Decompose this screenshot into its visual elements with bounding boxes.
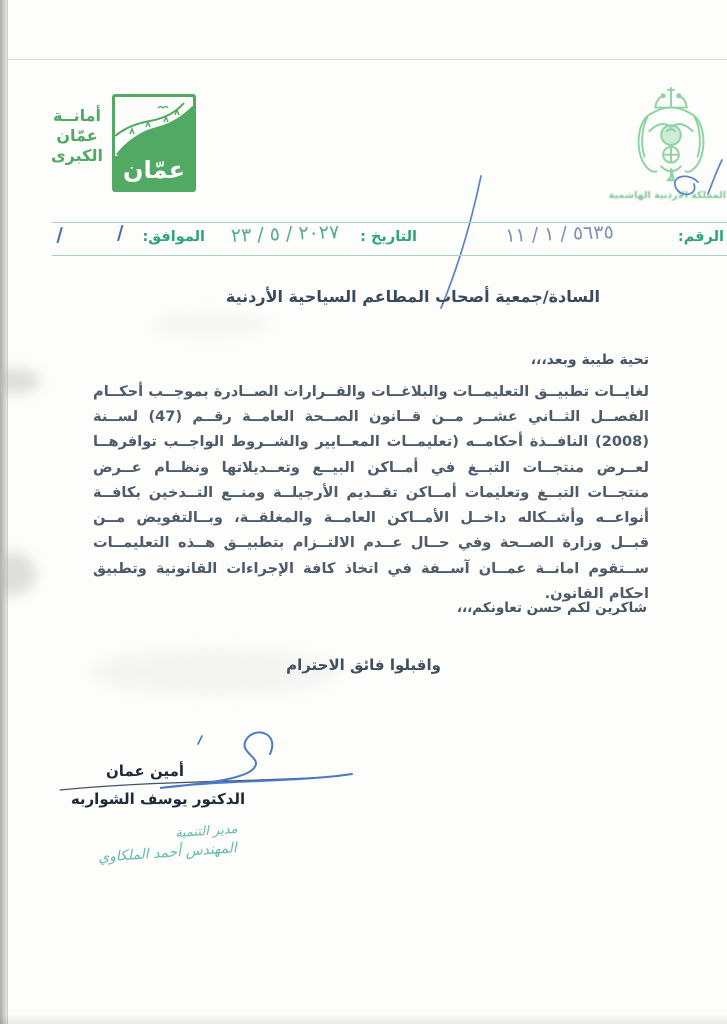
scan-fold-line bbox=[8, 59, 727, 60]
scan-edge bbox=[0, 0, 7, 1024]
handwritten-note-line1: مدير التنمية bbox=[174, 821, 238, 842]
number-label: الرقم: bbox=[677, 229, 724, 245]
thanks-line: شاكرين لكم حسن تعاونكم،،، bbox=[456, 600, 647, 616]
scan-edge-line bbox=[7, 0, 8, 1024]
svg-text:عمّان: عمّان bbox=[123, 156, 185, 184]
handwritten-note-line2: المهندس أحمد الملكاوي bbox=[97, 840, 238, 866]
kingdom-caption: المملكة الأردنية الهاشمية bbox=[608, 190, 726, 201]
agreed-date-label: الموافق: bbox=[142, 229, 205, 245]
gam-logo bbox=[44, 94, 196, 192]
gam-logo-text bbox=[44, 106, 110, 166]
closing-line: واقبلوا فائق الاحترام bbox=[286, 656, 441, 674]
signatory-title: أمين عمان bbox=[105, 762, 184, 780]
agreed-date-value: / / bbox=[55, 221, 127, 247]
jordan-coat-of-arms-icon bbox=[612, 84, 727, 192]
scan-smudge bbox=[150, 312, 270, 338]
scan-smudge bbox=[0, 368, 40, 394]
scan-bottom-shadow bbox=[0, 1014, 727, 1024]
scan-smudge bbox=[0, 552, 36, 596]
date-value-handwritten: ٢٠٢٧ / ٥ / ٢٣ bbox=[230, 221, 340, 247]
greeting-line: تحية طيبة وبعد،،، bbox=[530, 352, 649, 368]
date-label: التاريخ : bbox=[360, 229, 417, 245]
letter-body: لغايــات تطبيــق التعليمــات والبلاغــات والقــرارات الصــادرة بموجــب أحكــام الفصــل الثــاني عشــر مــن قــانون الصــحة العامــة رقــم (47) لســنة (2008) النافــذة أحكامــه (تعليمــات المعــايير والشــروط الواجــب توافرهــا لعــرض منتجــات التبــغ في أمــاكن البيــع وتعــديلاتها ونظــام عــرض منتجــات التبــغ وتعليمات أمــاكن تقــديم الأرجيلــة ومنــع التــدخين بكافــة أنواعــه وأشــكاله داخــل الأمــاكن العامــة والمغلقــة، وبــالتفويض مــن قبــل وزارة الصــحة وفي حــال عــدم الالتــزام بتطبيــق هــذه التعليمــات ســتقوم امانــة عمــان آســفة في اتخاذ كافة الإجراءات القانونية وتطبيق احكام القانون. bbox=[93, 383, 649, 602]
number-value-handwritten: ٥٦٣٥ / ١ / ١١ bbox=[504, 221, 615, 247]
org-name-line: الكبرى bbox=[51, 146, 103, 165]
gam-logo-icon bbox=[112, 94, 196, 192]
recipient-line: السادة/جمعية أصحاب المطاعم السياحية الأردنية bbox=[225, 287, 600, 306]
org-name-line: عمّان bbox=[56, 126, 98, 145]
signatory-name: الدكتور يوسف الشواربه bbox=[70, 790, 246, 808]
org-name-line: أمانــة bbox=[52, 106, 102, 125]
rule-line bbox=[52, 255, 727, 256]
reference-bar bbox=[0, 222, 727, 256]
